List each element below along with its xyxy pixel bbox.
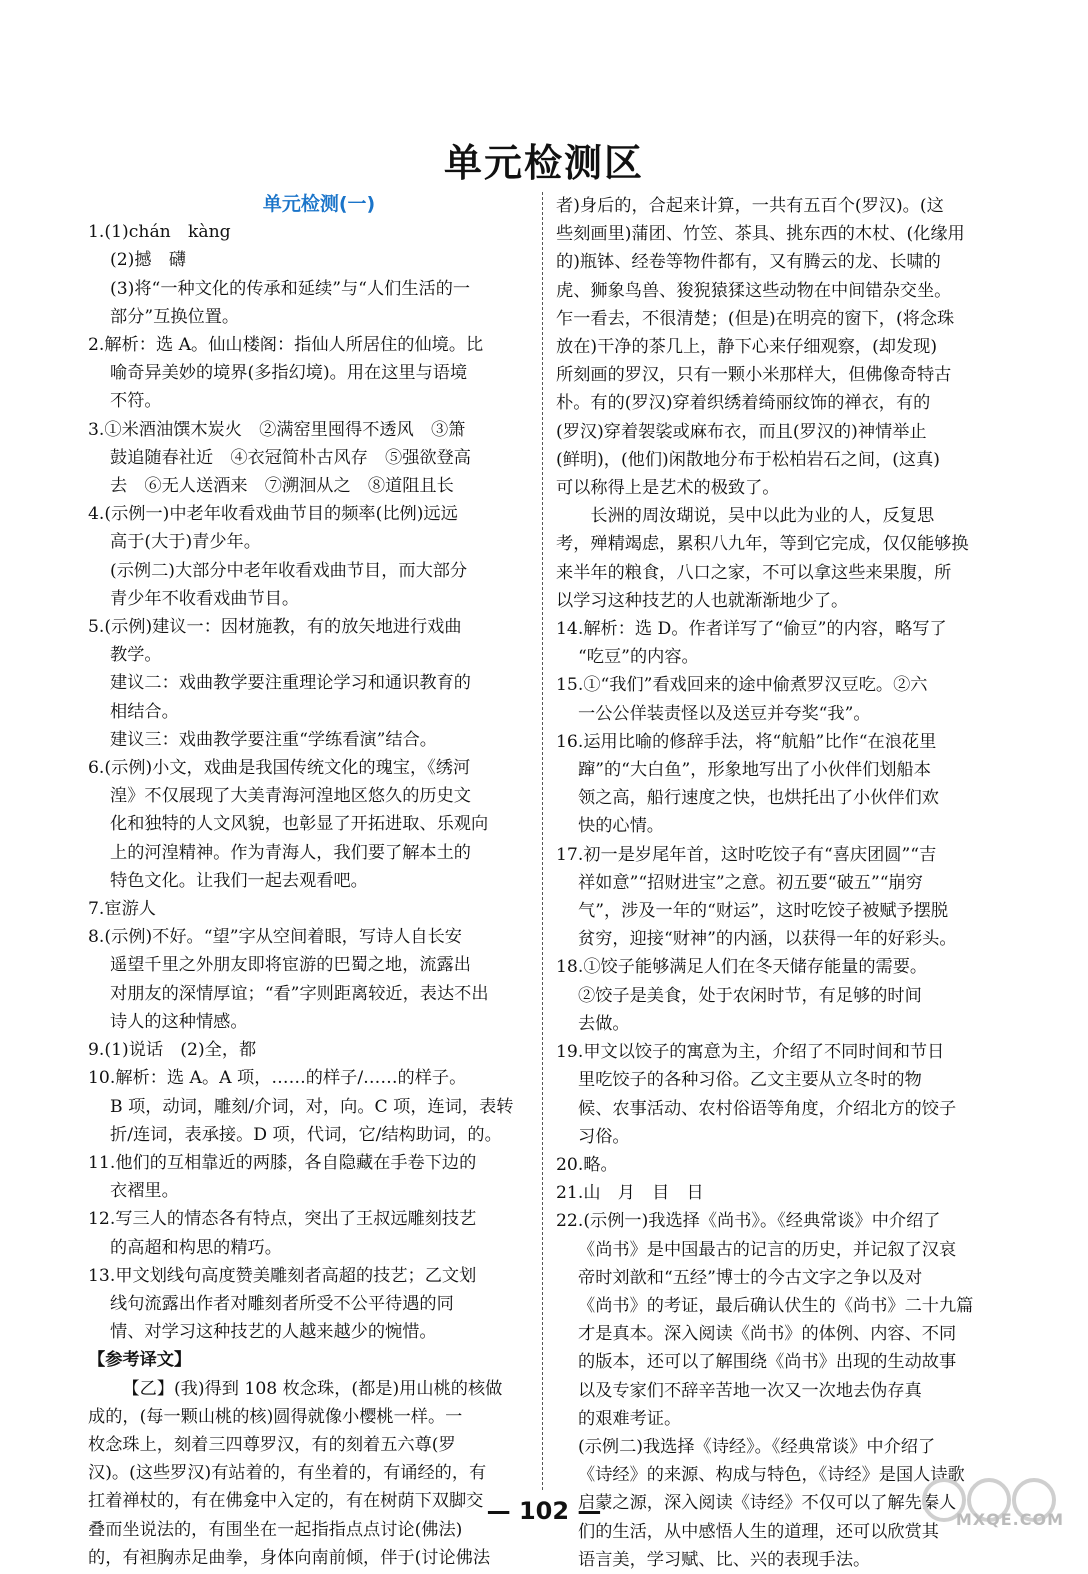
text-line: 14.解析：选 D。作者详写了“偷豆”的内容，略写了 (556, 619, 947, 640)
text-line: (2)撼 礴 (110, 250, 186, 271)
text-line: 以及专家们不辞辛苦地一次又一次地去伪存真 (578, 1380, 922, 1401)
text-line: 10.解析：选 A。A 项，……的样子/……的样子。 (88, 1068, 467, 1089)
text-line: 去做。 (578, 1013, 630, 1034)
text-line: 12.写三人的情态各有特点，突出了王叔远雕刻技艺 (88, 1209, 477, 1230)
text-line: 对朋友的深情厚谊；“看”字则距离较近，表达不出 (110, 983, 489, 1004)
text-line: 气”，涉及一年的“财运”，这时吃饺子被赋予摆脱 (578, 901, 949, 922)
text-line: 16.运用比喻的修辞手法，将“航船”比作“在浪花里 (556, 731, 937, 752)
text-line: 去 ⑥无人送酒来 ⑦溯洄从之 ⑧道阻且长 (110, 476, 454, 497)
text-line: 11.他们的互相靠近的两膝，各自隐藏在手卷下边的 (88, 1152, 477, 1173)
text-line: 的艰难考证。 (578, 1408, 682, 1429)
text-line: 长洲的周汝瑚说，吴中以此为业的人，反复思 (590, 506, 935, 527)
page-title: 单元检测区 (443, 141, 644, 185)
text-line: (鲜明)，(他们)闲散地分布于松柏岩石之间，(这真) (556, 449, 940, 470)
text-line: 可以称得上是艺术的极致了。 (556, 478, 780, 499)
text-line: 特色文化。让我们一起去观看吧。 (110, 870, 368, 891)
text-line: 教学。 (110, 645, 162, 666)
text-line: 相结合。 (110, 701, 179, 722)
text-line: 【参考译文】 (88, 1350, 192, 1371)
text-line: 13.甲文划线句高度赞美雕刻者高超的技艺；乙文划 (88, 1265, 477, 1286)
watermark-text: MXQE.COM (955, 1510, 1064, 1529)
left-column (88, 190, 530, 1572)
text-line: 建议三：戏曲教学要注重“学练看演”结合。 (110, 729, 437, 750)
text-line: 一公公佯装责怪以及送豆并夸奖“我”。 (578, 703, 871, 724)
text-line: 些刻画里)蒲团、竹笠、茶具、挑东西的木杖、(化缘用 (556, 224, 965, 245)
text-line: 1.(1)chán kàng (88, 222, 231, 243)
text-line: 领之高，船行速度之快，也烘托出了小伙伴们欢 (578, 788, 939, 809)
text-line: 【乙】(我)得到 108 枚念珠，(都是)用山桃的核做 (122, 1378, 503, 1399)
right-lines (556, 192, 1004, 1574)
text-line: 18.①饺子能够满足人们在冬天储存能量的需要。 (556, 957, 928, 978)
text-line: 以学习这种技艺的人也就渐渐地少了。 (556, 590, 849, 611)
text-line: 20.略。 (556, 1154, 618, 1175)
text-line: 枚念珠上，刻着三四尊罗汉，有的刻着五六尊(罗 (88, 1434, 456, 1455)
text-line: 衣褶里。 (110, 1181, 179, 1202)
text-line: 祥如意”“招财进宝”之意。初五要“破五”“崩穷 (578, 872, 923, 893)
text-line: 帝时刘歆和“五经”博士的今古文字之争以及对 (578, 1267, 923, 1288)
text-line: 乍一看去，不很清楚；(但是)在明亮的窗下，(将念珠 (556, 308, 955, 329)
text-line: 7.宦游人 (88, 899, 156, 920)
text-line: 启蒙之源，深入阅读《诗经》不仅可以了解先秦人 (578, 1493, 957, 1514)
text-line: 22.(示例一)我选择《尚书》。《经典常谈》中介绍了 (556, 1211, 941, 1232)
text-line: “吃豆”的内容。 (578, 647, 699, 668)
text-line: 21.山 月 目 日 (556, 1183, 704, 1204)
text-line: 9.(1)说话 (2)全，都 (88, 1040, 257, 1061)
section-title: 单元检测(一) (262, 193, 376, 215)
text-line: 的高超和构思的精巧。 (110, 1237, 282, 1258)
text-line: 遥望千里之外朋友即将宦游的巴蜀之地，流露出 (110, 955, 471, 976)
text-line: 湟》不仅展现了大美青海河湟地区悠久的历史文 (110, 786, 471, 807)
text-line: 《尚书》的考证，最后确认伏生的《尚书》二十九篇 (578, 1295, 974, 1316)
text-line: 的版本，还可以了解围绕《尚书》出现的生动故事 (578, 1352, 957, 1373)
text-line: 扛着禅杖的，有在佛龛中入定的，有在树荫下双脚交 (88, 1491, 484, 1512)
text-line: 部分”互换位置。 (110, 306, 240, 327)
text-line: 青少年不收看戏曲节目。 (110, 588, 300, 609)
text-line: 贫穷，迎接“财神”的内涵，以获得一年的好彩头。 (578, 929, 957, 950)
text-line: 者)身后的，合起来计算，一共有五百个(罗汉)。(这 (556, 196, 944, 216)
text-line: 8.(示例)不好。“望”字从空间着眼，写诗人自长安 (88, 927, 462, 948)
left-lines (88, 218, 530, 1572)
text-line: (示例二)大部分中老年收看戏曲节目，而大部分 (110, 560, 468, 581)
text-line: 2.解析：选 A。仙山楼阁：指仙人所居住的仙境。比 (88, 335, 484, 356)
right-column (556, 192, 1004, 1574)
page-number: — 102 — (486, 1497, 602, 1525)
text-line: 成的，(每一颗山桃的核)圆得就像小樱桃一样。一 (88, 1406, 463, 1427)
text-line: 线句流露出作者对雕刻者所受不公平待遇的同 (110, 1293, 454, 1314)
text-line: 才是真本。深入阅读《尚书》的体例、内容、不同 (578, 1324, 957, 1345)
text-line: 不符。 (110, 391, 162, 412)
text-line: 15.①“我们”看戏回来的途中偷煮罗汉豆吃。②六 (556, 675, 928, 696)
text-line: (罗汉)穿着袈裟或麻布衣，而且(罗汉的)神情举止 (556, 421, 927, 442)
text-line: 考，殚精竭虑，累积八九年，等到它完成，仅仅能够换 (556, 534, 969, 555)
text-line: 17.初一是岁尾年首，这时吃饺子有“喜庆团圆”“吉 (556, 844, 937, 865)
text-line: 们的生活，从中感悟人生的道理，还可以欣赏其 (578, 1521, 939, 1542)
text-line: 的)瓶钵、经卷等物件都有，又有腾云的龙、长啸的 (556, 252, 941, 273)
text-line: 语言美，学习赋、比、兴的表现手法。 (578, 1549, 871, 1570)
text-line: 虎、狮象鸟兽、狻猊猿猱这些动物在中间错杂交坐。 (556, 280, 952, 301)
text-line: 放在)干净的茶几上，静下心来仔细观察，(却发现) (556, 337, 938, 358)
text-line: 习俗。 (578, 1126, 630, 1147)
text-line: 3.①米酒油馔木炭火 ②满窑里囤得不透风 ③箫 (88, 419, 466, 440)
text-line: 里吃饺子的各种习俗。乙文主要从立冬时的物 (578, 1070, 922, 1091)
text-line: 6.(示例)小文，戏曲是我国传统文化的瑰宝，《绣河 (88, 758, 471, 779)
text-line: 蹿”的“大白鱼”，形象地写出了小伙伴们划船本 (578, 760, 931, 781)
text-line: 候、农事活动、农村俗语等角度，介绍北方的饺子 (578, 1098, 957, 1119)
text-line: 高于(大于)青少年。 (110, 532, 261, 553)
text-line: 4.(示例一)中老年收看戏曲节目的频率(比例)远远 (88, 504, 458, 525)
text-line: 情、对学习这种技艺的人越来越少的惋惜。 (110, 1322, 437, 1343)
text-line: 《诗经》的来源、构成与特色，《诗经》是国人诗歌 (578, 1465, 965, 1486)
text-line: 鼓追随春社近 ④衣冠简朴古风存 ⑤强欲登高 (110, 447, 471, 468)
text-line: 上的河湟精神。作为青海人，我们要了解本土的 (110, 842, 471, 863)
text-line: 所刻画的罗汉，只有一颗小米那样大，但佛像奇特古 (556, 365, 952, 386)
text-line: 来半年的粮食，八口之家，不可以拿这些来果腹，所 (556, 562, 952, 583)
text-line: 《尚书》是中国最古的记言的历史，并记叙了汉哀 (578, 1239, 957, 1260)
text-line: 折/连词，表承接。D 项，代词，它/结构助词，的。 (110, 1124, 502, 1145)
text-line: 19.甲文以饺子的寓意为主，介绍了不同时间和节日 (556, 1042, 945, 1063)
text-line: 建议二：戏曲教学要注重理论学习和通识教育的 (110, 673, 471, 694)
text-line: 快的心情。 (578, 816, 664, 837)
text-line: 诗人的这种情感。 (110, 1011, 248, 1032)
text-line: 朴。有的(罗汉)穿着织绣着绮丽纹饰的禅衣，有的 (556, 393, 931, 414)
text-line: 喻奇异美妙的境界(多指幻境)。用在这里与语境 (110, 363, 468, 384)
text-line: 5.(示例)建议一：因材施教，有的放矢地进行戏曲 (88, 617, 462, 638)
text-line: 汉)。(这些罗汉)有站着的，有坐着的，有诵经的，有 (88, 1463, 487, 1484)
text-line: 的，有袒胸赤足曲拳，身体向南前倾，伴于(讨论佛法 (88, 1547, 491, 1568)
text-line: (示例二)我选择《诗经》。《经典常谈》中介绍了 (578, 1436, 936, 1457)
text-line: B 项，动词，雕刻/介词，对，向。C 项，连词，表转 (110, 1096, 514, 1117)
text-line: 叠而坐说法的，有围坐在一起指指点点讨论(佛法) (88, 1519, 463, 1540)
text-line: (3)将“一种文化的传承和延续”与“人们生活的一 (110, 278, 471, 299)
text-line: ②饺子是美食，处于农闲时节，有足够的时间 (578, 985, 922, 1006)
column-divider (542, 192, 543, 1490)
text-line: 化和独特的人文风貌，也彰显了开拓进取、乐观向 (110, 814, 489, 835)
